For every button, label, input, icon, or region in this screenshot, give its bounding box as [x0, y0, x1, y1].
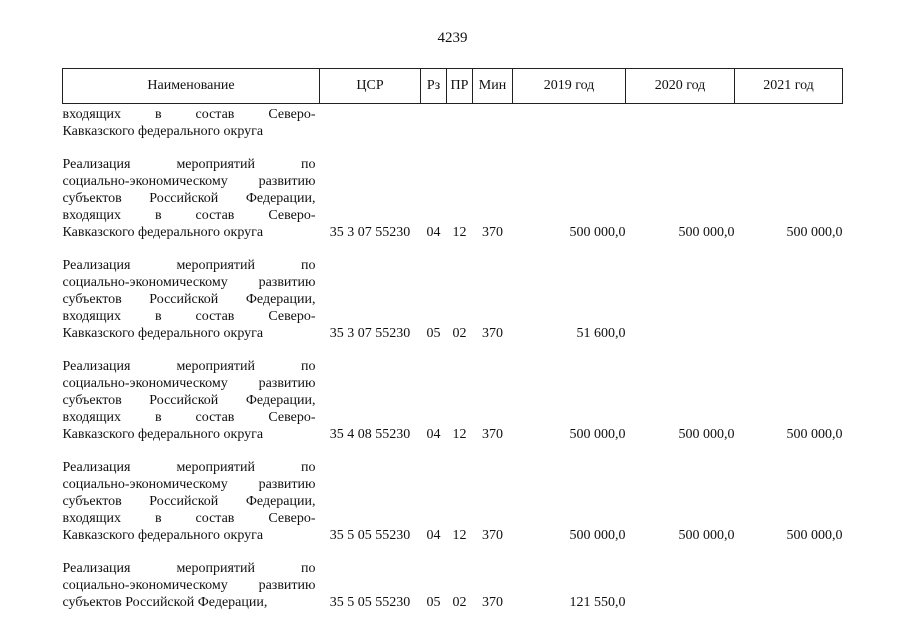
page-number: 4239: [437, 30, 468, 46]
rz-cell: 04: [426, 528, 441, 543]
name-line: входящих в состав Северо-: [62, 107, 316, 122]
column-header-min: Мин: [473, 69, 513, 104]
name-line: субъектов Российской Федерации,: [62, 191, 316, 206]
pr-cell: 02: [452, 326, 467, 341]
name-line: входящих в состав Северо-: [62, 511, 316, 526]
table-row-continuation: [63, 104, 843, 141]
table-row: [63, 459, 843, 544]
pr-cell: 02: [452, 595, 467, 610]
amount-2019-cell: 121 550,0: [569, 595, 626, 610]
name-line: Кавказского федерального округа: [62, 225, 264, 240]
amount-2020-cell: 500 000,0: [678, 528, 735, 543]
amount-2020-cell: [626, 560, 735, 611]
name-line: социально-экономическому развитию: [62, 578, 316, 593]
column-header-2021: 2021 год: [735, 69, 843, 104]
amount-2019-cell: 500 000,0: [569, 528, 626, 543]
name-line: Реализация мероприятий по: [62, 561, 316, 576]
amount-2021-cell: [735, 560, 843, 611]
amount-2019-cell: 500 000,0: [569, 225, 626, 240]
row-spacer: [63, 443, 843, 459]
min-cell: 370: [482, 326, 503, 341]
rz-cell: 05: [426, 595, 441, 610]
row-spacer: [63, 140, 843, 156]
column-header-2020: 2020 год: [626, 69, 735, 104]
csr-cell: 35 5 05 55230: [329, 528, 411, 543]
row-name-cell: [63, 459, 320, 544]
row-name-cell: [63, 156, 320, 241]
table-row: [63, 560, 843, 611]
amount-2020-cell: 500 000,0: [678, 225, 735, 240]
csr-cell: 35 3 07 55230: [329, 326, 411, 341]
name-line: Реализация мероприятий по: [62, 460, 316, 475]
name-line: субъектов Российской Федерации,: [62, 595, 268, 610]
name-line: входящих в состав Северо-: [62, 309, 316, 324]
pr-cell: 12: [452, 225, 467, 240]
amount-2021-cell: 500 000,0: [786, 225, 843, 240]
name-line: социально-экономическому развитию: [62, 376, 316, 391]
csr-cell: 35 4 08 55230: [329, 427, 411, 442]
row-name-cell: [63, 358, 320, 443]
rz-cell: 04: [426, 225, 441, 240]
row-name-cell: [63, 560, 320, 611]
min-cell: 370: [482, 595, 503, 610]
amount-2019-cell: 500 000,0: [569, 427, 626, 442]
rz-cell: 05: [426, 326, 441, 341]
name-line: Кавказского федерального округа: [62, 528, 264, 543]
min-cell: 370: [482, 427, 503, 442]
amount-2019-cell: 51 600,0: [576, 326, 626, 341]
name-line: Кавказского федерального округа: [62, 427, 264, 442]
amount-2021-cell: [735, 257, 843, 342]
row-spacer: [63, 342, 843, 358]
name-line: социально-экономическому развитию: [62, 174, 316, 189]
rz-cell: 04: [426, 427, 441, 442]
table-row: [63, 358, 843, 443]
row-name-cell: [63, 257, 320, 342]
name-line: входящих в состав Северо-: [62, 208, 316, 223]
amount-2020-cell: [626, 257, 735, 342]
column-header-rz: Рз: [421, 69, 447, 104]
amount-2021-cell: 500 000,0: [786, 528, 843, 543]
name-line: Реализация мероприятий по: [62, 157, 316, 172]
csr-cell: 35 5 05 55230: [329, 595, 411, 610]
amount-2021-cell: 500 000,0: [786, 427, 843, 442]
column-header-2019: 2019 год: [513, 69, 626, 104]
pr-cell: 12: [452, 427, 467, 442]
name-line: социально-экономическому развитию: [62, 275, 316, 290]
row-name-cell: [63, 104, 320, 141]
name-line: социально-экономическому развитию: [62, 477, 316, 492]
table-body: [63, 104, 843, 612]
name-line: Кавказского федерального округа: [62, 326, 264, 341]
pr-cell: 12: [452, 528, 467, 543]
row-spacer: [63, 241, 843, 257]
name-line: Реализация мероприятий по: [62, 359, 316, 374]
min-cell: 370: [482, 528, 503, 543]
min-cell: 370: [482, 225, 503, 240]
budget-table: [62, 68, 843, 611]
table-row: [63, 156, 843, 241]
column-header-pr: ПР: [447, 69, 473, 104]
name-line: субъектов Российской Федерации,: [62, 494, 316, 509]
table-row: [63, 257, 843, 342]
name-line: Кавказского федерального округа: [62, 124, 264, 139]
column-header-csr: ЦСР: [320, 69, 421, 104]
row-spacer: [63, 544, 843, 560]
column-header-name: Наименование: [63, 69, 320, 104]
csr-cell: 35 3 07 55230: [329, 225, 411, 240]
amount-2020-cell: 500 000,0: [678, 427, 735, 442]
name-line: субъектов Российской Федерации,: [62, 393, 316, 408]
table-header: [63, 69, 843, 104]
name-line: субъектов Российской Федерации,: [62, 292, 316, 307]
name-line: Реализация мероприятий по: [62, 258, 316, 273]
name-line: входящих в состав Северо-: [62, 410, 316, 425]
